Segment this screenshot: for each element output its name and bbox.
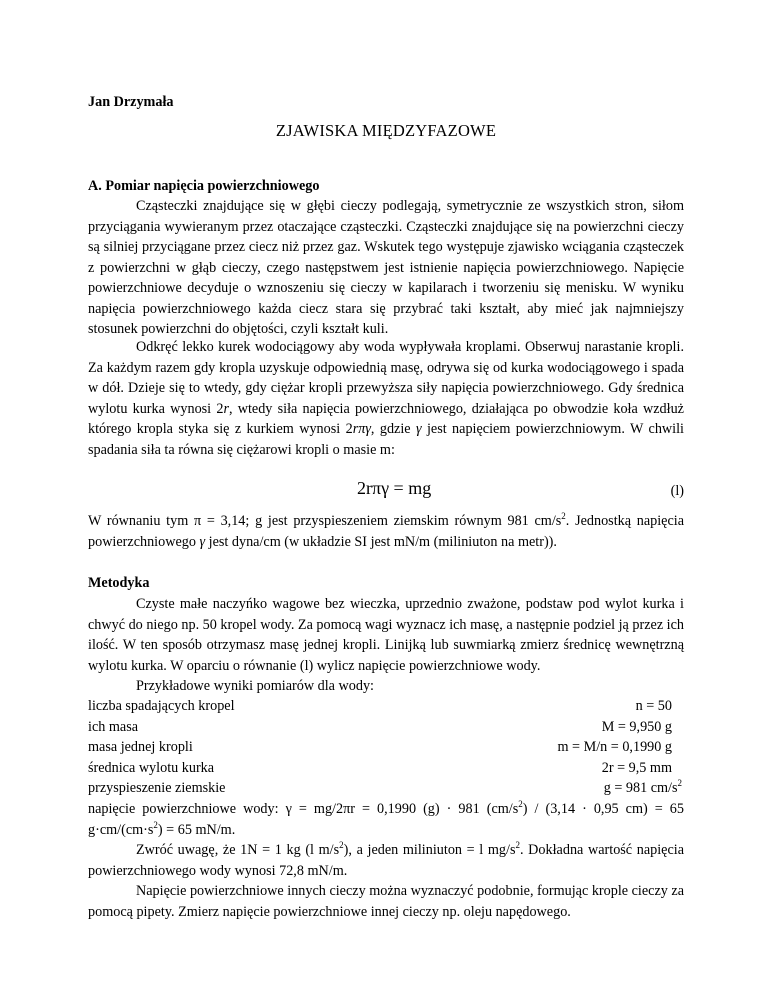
units-note: Zwróć uwagę, że 1N = 1 kg (l $m/s^2$), a jeden miliniuton = l $mg/s^2$. Dokładna wartość napięcia powierzchniowego wody wynosi 72,8 mN/m. — [88, 840, 685, 879]
result-row-drop-mass: masa jednej kropli m = M/n = 0,1990 g — [88, 739, 672, 755]
metodyka-heading: Metodyka — [88, 575, 150, 591]
section-a-paragraph-1: Cząsteczki znajdujące się w głębi cieczy podlegają, symetrycznie ze wszystkich stron, siłom przyciągania wywieranym przez otaczające cząsteczki. Cząsteczki znajdujące się na powierzchni cieczy są silniej przyciągane przez ciecz niż przez gaz. Wskutek tego występuje zjawisko wciągania cząsteczek z powierzchni w głąb cieczy, czego następstwem jest istnienie napięcia powierzchniowego. Napięcie powierzchniowe decyduje o wznoszeniu się cieczy w kapilarach i tworzeniu się menisku. W wyniku napięcia powierzchniowego każda ciecz stara się przybrać taki kształt, aby mieć jak najmniejszy stosunek powierzchni do objętości, czyli kształt kuli. — [88, 198, 684, 337]
result-row-gravity: przyspieszenie ziemskie g = 981 $cm/s^2$ — [88, 778, 682, 796]
section-a-paragraph-2: Odkręć lekko kurek wodociągowy aby woda wypływała kroplami. Obserwuj narastanie kropli. Za każdym razem gdy kropla uzyskuje odpowiednią masę, odrywa się od kurka wodociągowego i spada w dół. Dzieje się to wtedy, gdy ciężar kropli przewyższa siły napięcia powierzchniowego. Gdy średnica wylotu kurka wynosi 2r, wtedy siła napięcia powierzchniowego, działająca po obwodzie koła wzdłuż którego kropla styka się z kurkiem wynosi 2rπγ, gdzie γ jest napięciem powierzchniowym. W chwili spadania siła ta równa się ciężarowi kropli o masie m: — [88, 339, 684, 458]
author-name: Jan Drzymała — [88, 94, 174, 110]
document-title: ZJAWISKA MIĘDZYFAZOWE — [275, 121, 497, 140]
other-liquids-paragraph: Napięcie powierzchniowe innych cieczy można wyznaczyć podobnie, formując krople cieczy za pomocą pipety. Zmierz napięcie powierzchniowe innej cieczy np. oleju napędowego. — [88, 883, 684, 920]
metodyka-paragraph-1: Czyste małe naczyńko wagowe bez wieczka, uprzednio zważone, podstaw pod wylot kurka i chwyć do niego np. 50 kropel wody. Za pomocą wagi wyznacz ich masę, a następnie podziel ją przez ich ilość. W ten sposób otrzymasz masę jednej kropli. Linijką lub suwmiarką zmierz średnicę wewnętrzną wylotu kurka. W oparciu o równanie (l) wylicz napięcie powierzchniowe wody. — [88, 596, 684, 674]
result-row-diameter: średnica wylotu kurka 2r = 9,5 mm — [88, 760, 672, 776]
surface-tension-calculation: napięcie powierzchniowe wody: γ = mg/2πr = 0,1990 (g) · 981 $(cm/s^2) / (3,14 \cdot 0,95$ cm) = 65 $g\cdot cm/(cm\cdot s^2) = 65$ mN/m. — [88, 799, 684, 838]
section-a-heading: A. Pomiar napięcia powierzchniowego — [88, 178, 320, 194]
equation-line — [88, 478, 684, 504]
metodyka-paragraph-2: Przykładowe wyniki pomiarów dla wody: — [136, 678, 374, 694]
surface-tension-equation: 2rπγ = mg — [357, 478, 432, 498]
section-a-paragraph-3: W równaniu tym π = 3,14; g jest przyspieszeniem ziemskim równym 981 $cm/s^2$. Jednostką napięcia powierzchniowego γ jest dyna/cm (w układzie SI jest mN/m (miliniuton na metr)). — [88, 511, 685, 550]
result-row-drops: liczba spadających kropel n = 50 — [88, 698, 672, 714]
equation-number: (l) — [670, 483, 684, 499]
result-row-mass: ich masa M = 9,950 g — [88, 719, 672, 735]
